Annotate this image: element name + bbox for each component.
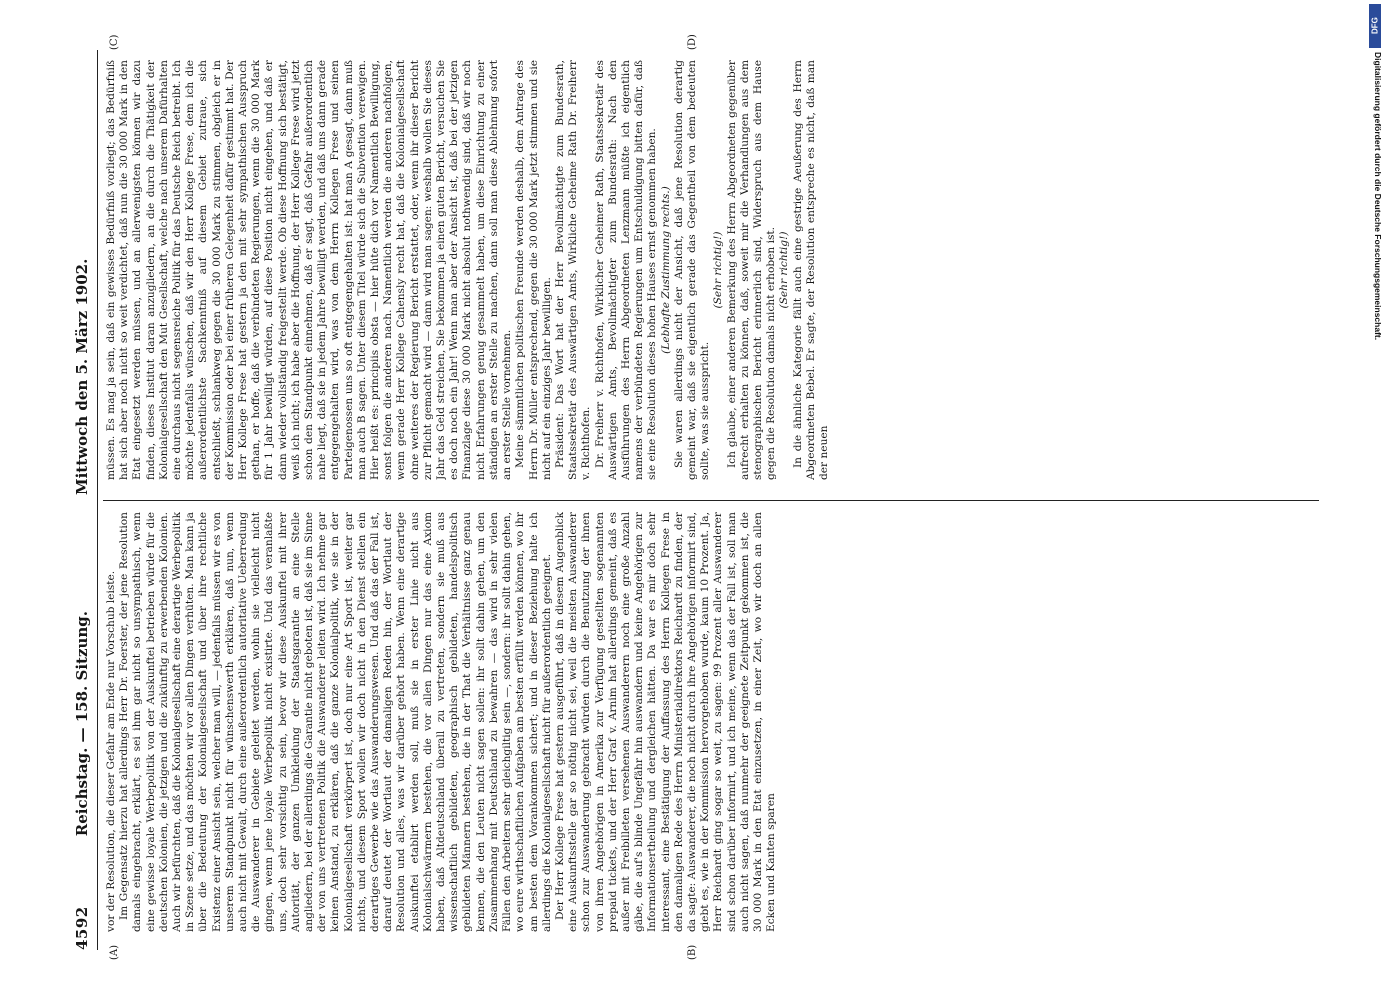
right-text-column <box>105 60 1319 480</box>
interjection: (Sehr richtig!) <box>711 231 724 309</box>
digitization-credit: Digitalisierung gefördert durch die Deutsche Forschungsgemeinschaft. <box>1373 52 1383 341</box>
session-title: Reichstag. — 158. Sitzung. <box>72 611 91 837</box>
paragraph: Im Gegensatz hierzu hat allerdings Herr Dr. Foerster, der jene Resolution damals eingebracht, erklärt, es sei ihm gar nicht so unsympathisch, wenn eine gewisse loyale Werbepolitik von der Auskunftei betrieben würde für die deutschen Kolonien, die jetzigen und die zukünftig zu erwerbenden Kolonien. Auch wir befürchten, daß die Kolonialgesellschaft eine derartige Werbepolitik in Szene setze, und das möchten wir vor allen Dingen verhüten. Man kann ja über die Bedeutung der Kolonialgesellschaft und über ihre rechtliche Existenz einer Ansicht sein, welcher man will, — jedenfalls müssen wir es von unserem Standpunkt nicht für wünschenswerth erklären, daß nun, wenn auch nicht mit Gewalt, durch eine außerordentlich autoritative Ueberredung die Auswanderer in Gebiete geleitet werden, wohin sie vielleicht nicht gingen, wenn jene loyale Werbepolitik nicht existirte. Und das veranlaßte uns, doch sehr vorsichtig zu sein, bevor wir diese Auskunftei mit ihrer Autorität, der ganzen Umkleidung der Staatsgarantie an eine Stelle angliedern, bei der allerdings die Garantie nicht geboten ist, daß sie im Sinne der von uns vertretenen Politik die Auswanderer leiten wird. Ich nehme gar keinen Anstand, zu erklären, daß die ganze Kolonialpolitik, wie sie in der Kolonialgesellschaft verkörpert ist, doch nur eine Art Sport ist, weiter gar nichts, und diesem Sport wollen wir doch nicht in den Dienst stellen ein derartiges Gewerbe wie das Auswanderungswesen. Und daß das der Fall ist, darauf deutet der Wortlaut der damaligen Reden hin, der Wortlaut der Resolution und alles, was wir darüber gehört haben. Wenn eine derartige Auskunftei etablirt werden soll, muß sie in erster Linie nicht aus Kolonialschwärmern bestehen, die vor allen Dingen nur das eine Axiom haben, daß Altdeutschland überall zu vertreten, sondern sie muß aus wissenschaftlich gebildeten, geographisch gebildeten, handelspolitisch gebildeten Männern bestehen, die in der That die Verhältnisse ganz genau kennen, die den Leuten nicht sagen sollen: ihr sollt dahin gehen, um den Zusammenhang mit Deutschland zu bewahren — das wird in sehr vielen Fällen den Arbeitern sehr gleichgiltig sein —, sondern: ihr sollt dahin gehen, wo eure wirthschaftlichen Aufgaben am besten erfüllt werden können, wo ihr am besten dem Vorankommen sichert; und in dieser Beziehung halte ich allerdings die Kolonialgesellschaft nicht für außerordentlich geeignet. <box>117 512 553 932</box>
margin-marker-d: (D) <box>686 34 698 50</box>
paragraph: müssen. Es mag ja sein, daß ein gewisses Bedürfniß vorliegt; das Bedürfniß hat sich aber noch nicht so weit verdichtet, daß nun die 30 000 Mark in den Etat eingesetzt werden müssen, und an allerwenigsten können wir dazu finden, dieses Institut daran anzugliedern, an die durch die Thätigkeit der Kolonialgesellschaft den Mut Gesellschaft, welche nach unserem Dafürhalten eine durchaus nicht segensreiche Politik für das Deutsche Reich betreibt. Ich möchte jedenfalls wünschen, daß wir den Herr Kollege Frese, dem ich die außerordentlichste Sachkenntniß auf diesem Gebiet zutraue, sich entschließt, schlankweg gegen die 30 000 Mark zu stimmen, obgleich er in der Kommission oder bei einer früheren Gelegenheit dafür gestimmt hat. Der Herr Kollege Frese hat gestern ja den mit sehr sympathischen Ausspruch gethan, er hoffe, daß die verbündeten Regierungen, wenn die 30 000 Mark für 1 Jahr bewilligt würden, auf diese Position nicht eingehen, und daß er dann wieder vollständig freigestellt werde. Ob diese Hoffnung sich bestätigt, weiß ich nicht; ich habe aber die Hoffnung, der Herr Kollege Frese wird jetzt schon den Standpunkt einnehmen, daß er sagt, daß Gefahr außerordentlich nahe liegt, daß sie in jedem Jahre bewilligt werden, und daß uns dann gerade entgegengehalten wird, was von dem Herrn Kollegen Frese und seinen Parteigenossen uns so oft entgegengehalten ist: hat man A gesagt, dann muß man auch B sagen. Unter diesem Titel würde sich die Subvention verewigen. Hier heißt es: principiis obsta — hier hüte dich vor Namentlich Bewilligung, sonst folgen die anderen nach. Namentlich werden die anderen nachfolgen, wenn gerade Herr Kollege Cahensly recht hat, daß die Kolonialgesellschaft ohne weiteres der Regierung Bericht erstattet, oder, wenn ihr dieser Bericht zur Pflicht gemacht wird — dann wird man sagen: weshalb wollen Sie dieses Jahr das Geld streichen, Sie bekommen ja einen guten Bericht, versuchen Sie es doch noch ein Jahr! Wenn man aber der Ansicht ist, daß bei der jetzigen Finanzlage diese 30 000 Mark nicht absolut nothwendig sind, daß wir noch nicht Erfahrungen genug gesammelt haben, um diese Einrichtung zu einer ständigen an erster Stelle zu machen, dann soll man diese Ablehnung sofort an erster Stelle vornehmen. <box>104 60 513 480</box>
session-date: Mittwoch den 5. März 1902. <box>72 258 91 495</box>
paragraph: Ich glaube, einer anderen Bemerkung des Herrn Abgeordneten gegenüber aufrecht erhalten zu können, daß, soweit mir die Verhandlungen aus dem stenographischen Bericht erinnerlich sind, Widerspruch aus dem Hause gegen die Resolution damals nicht erhoben ist. <box>725 60 777 480</box>
paragraph: In die ähnliche Kategorie fällt auch eine gestrige Aeußerung des Herrn Abgeordneten Bebel. Er sagte, der Resolution entspreche es nicht, daß man der neuen <box>791 60 830 480</box>
page-number: 4592 <box>72 906 91 950</box>
interjection: (Sehr richtig!) <box>777 231 790 309</box>
page-header <box>69 50 95 950</box>
left-text-column <box>105 512 1319 932</box>
margin-marker-b: (B) <box>686 944 698 960</box>
header-rule <box>97 50 98 950</box>
column-divider <box>103 500 1319 501</box>
margin-marker-c: (C) <box>108 34 120 50</box>
paragraph: Präsident: Das Wort hat der Herr Bevollmächtigte zum Bundesrath, Staatssekretär des Auswärtigen Amts, Wirkliche Geheime Rath Dr. Freiherr v. Richthofen. <box>553 60 592 480</box>
dfg-logo: DFG <box>1369 4 1381 48</box>
paragraph: Meine sämmtlichen politischen Freunde werden deshalb, dem Antrage des Herrn Dr. Müller entsprechend, gegen die 30 000 Mark jetzt stimmen und sie nicht auf ein einziges Jahr bewilligen. <box>513 60 553 480</box>
paragraph: vor der Resolution, die dieser Gefahr am Ende nur Vorschub leiste. <box>104 570 117 932</box>
margin-marker-a: (A) <box>108 944 120 960</box>
paragraph: Dr. Freiherr v. Richthofen, Wirklicher Geheimer Rath, Staatssekretär des Auswärtigen Amts, Bevollmächtigter zum Bundesrath: Nach den Ausführungen des Herrn Abgeordneten Lenzmann müßte ich eigentlich namens der verbündeten Regierungen um Entschuldigung bitten dafür, daß sie eine Resolution dieses hohen Hauses ernst genommen haben. <box>593 60 658 480</box>
paragraph: Sie waren allerdings nicht der Ansicht, daß jene Resolution derartig gemeint war, daß sie eigentlich gerade das Gegentheil von dem bedeuten sollte, was sie ausspricht. <box>672 60 711 480</box>
interjection: (Lebhafte Zustimmung rechts.) <box>659 186 672 354</box>
paragraph: Der Herr Kollege Frese hat gestern ausgeführt, daß in diesem Augenblick eine Auskunftsstelle gar so nöthig nicht sei, weil die meisten Auswanderer schon zur Auswanderung gebracht würden durch die Benutzung der ihnen von ihren Angehörigen in Amerika zur Verfügung gestellten sogenannten prepaid tickets, und der Herr Graf v. Arnim hat allerdings gemeint, daß es außer mit Freibilleten versehenen Auswanderern noch eine große Anzahl gäbe, die auf's blinde Ungefähr hin auswandern und keine Angehörigen zur Informationsertheilung und dergleichen hätten. Da war es mir doch sehr interessant, eine Bestätigung der Auffassung des Herrn Kollegen Frese in den damaligen Rede des Herrn Ministerialdirektors Reichardt zu finden, der da sagte: Auswanderer, die noch nicht durch ihre Angehörigen informirt sind, giebt es, wie in der Kommission hervorgehoben wurde, kaum 10 Prozent. Ja, Herr Reichardt ging sogar so weit, zu sagen: 99 Prozent aller Auswanderer sind schon darüber informirt, und ich meine, wenn das der Fall ist, soll man auch nicht sagen, daß nunmehr der geeignete Zeitpunkt gekommen ist, die 30 000 Mark in den Etat einzusetzen, in einer Zeit, wo wir doch an allen Ecken und Kanten sparen <box>553 512 777 932</box>
document-page <box>47 20 1337 980</box>
